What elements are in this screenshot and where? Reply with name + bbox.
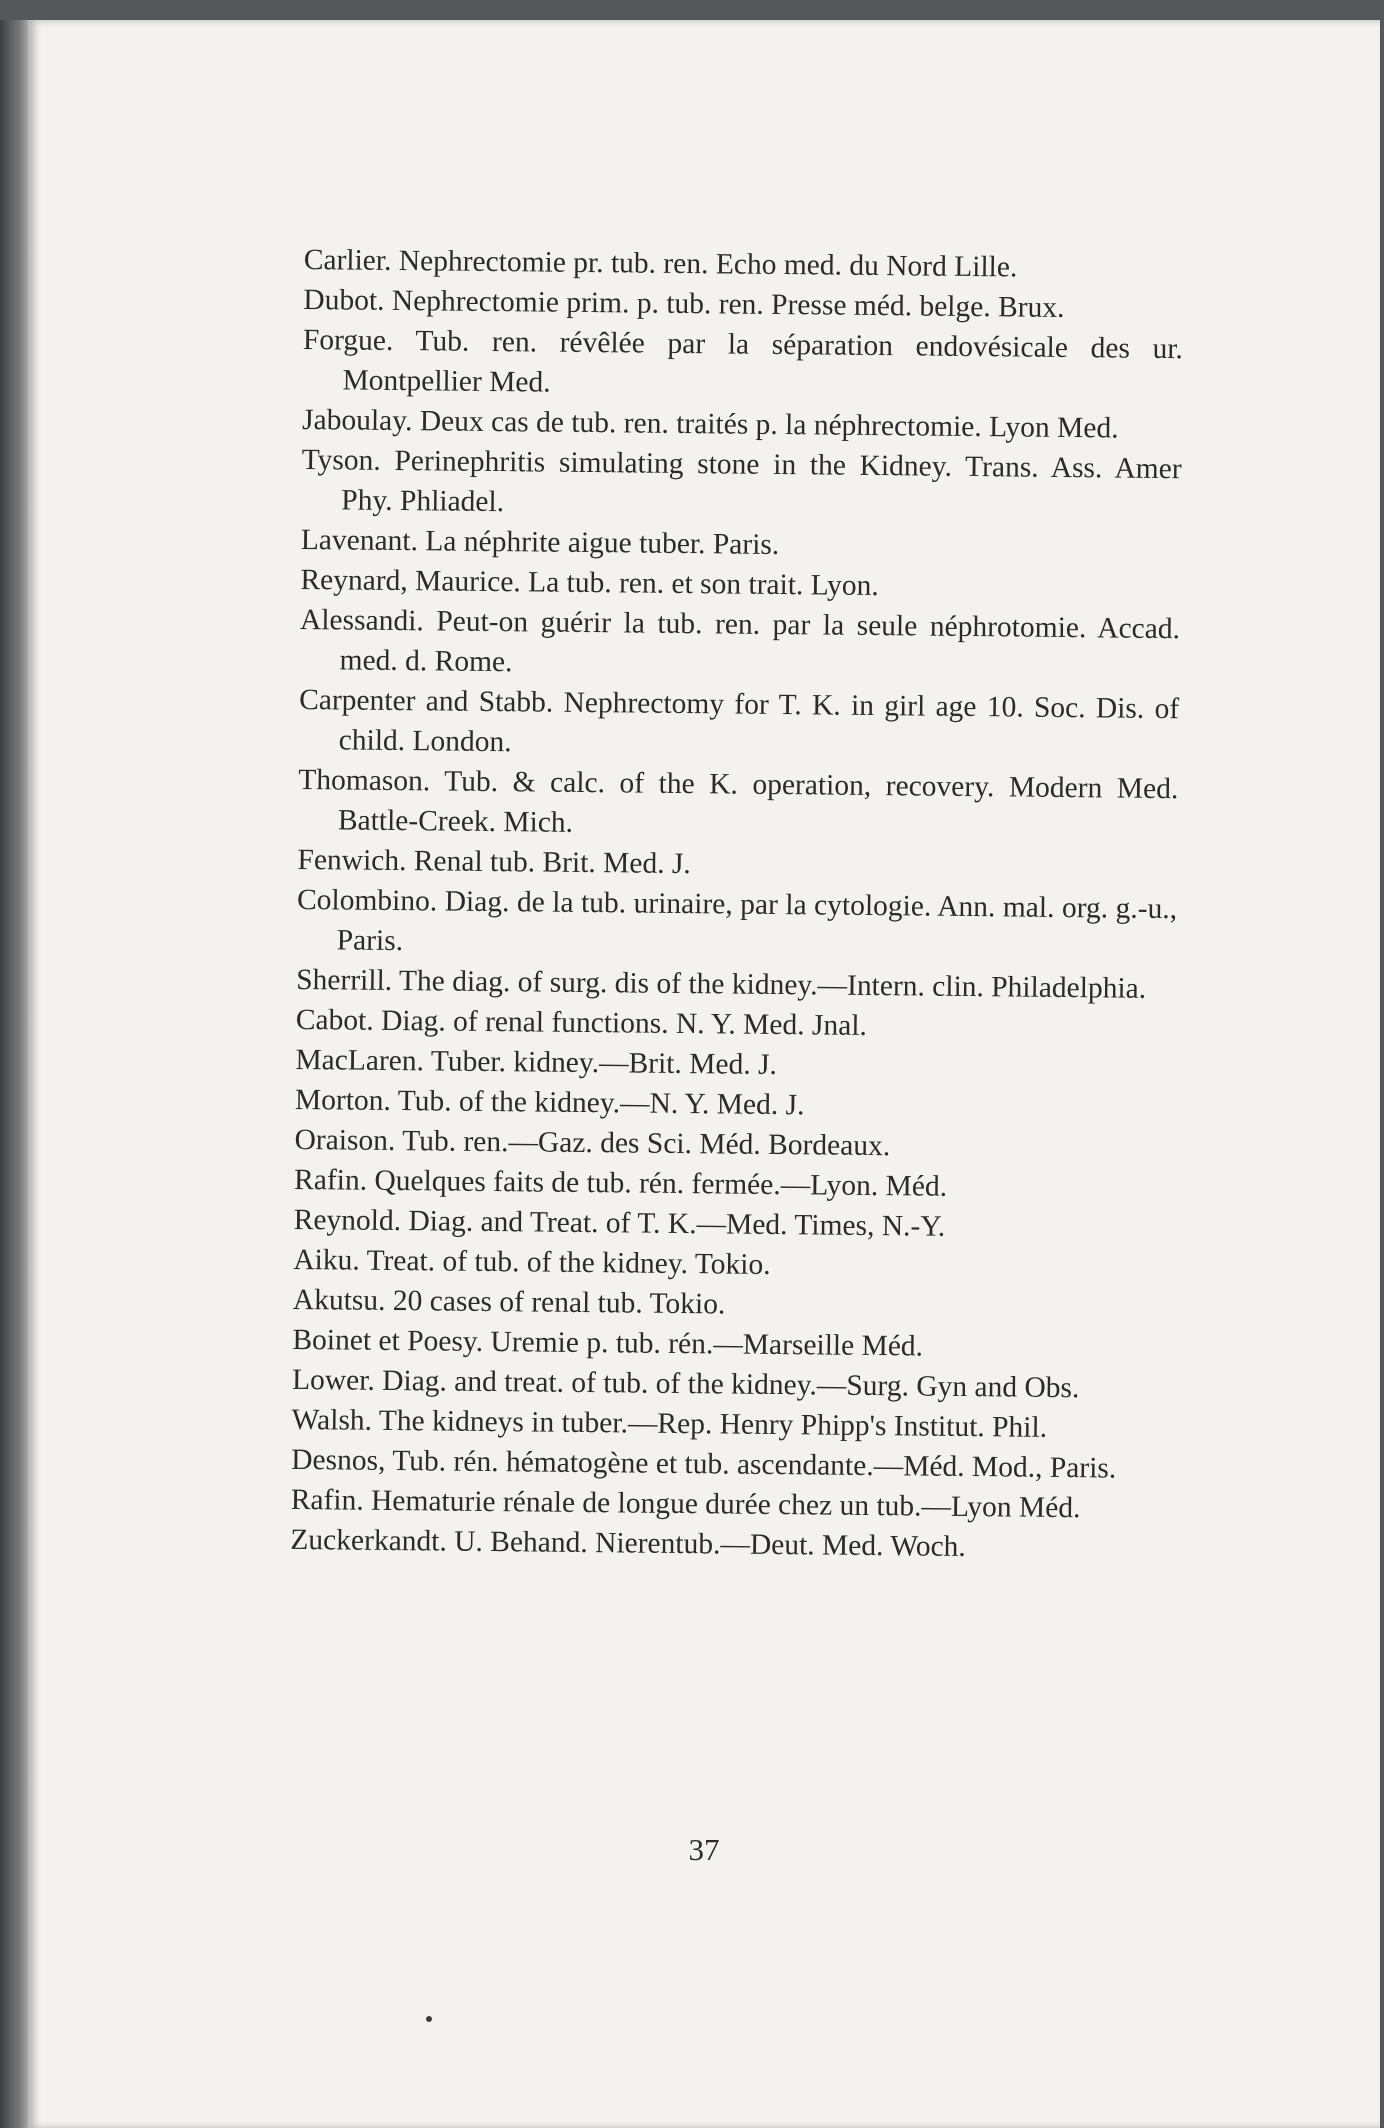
page-number: 37 (688, 1832, 720, 1867)
bibliography-entry: Carpenter and Stabb. Nephrectomy for T. K. in girl age 10. Soc. Dis. of child. London. (299, 683, 1180, 759)
bibliography-entry: Aiku. Treat. of tub. of the kidney. Tokio. (293, 1243, 771, 1281)
bibliography-entry: Fenwich. Renal tub. Brit. Med. J. (297, 843, 691, 881)
bibliography-entry: Reynold. Diag. and Treat. of T. K.—Med. Times, N.-Y. (293, 1203, 946, 1243)
bibliography-entry: Rafin. Quelques faits de tub. rén. fermée.—Lyon. Méd. (293, 1163, 948, 1203)
bibliography-entry: Cabot. Diag. of renal functions. N. Y. Med. Jnal. (295, 1003, 868, 1042)
bibliography-entry: Carlier. Nephrectomie pr. tub. ren. Echo med. du Nord Lille. (303, 243, 1018, 284)
bibliography-entry: Rafin. Hematurie rénale de longue durée chez un tub.—Lyon Méd. (290, 1483, 1081, 1525)
bibliography-entry: Alessandi. Peut-on guérir la tub. ren. par la seule néphrotomie. Accad. med. d. Rome. (299, 603, 1181, 679)
bibliography-entry: Lavenant. La néphrite aigue tuber. Paris. (300, 523, 780, 561)
bibliography-list (290, 240, 1184, 1569)
bibliography-entry: Jaboulay. Deux cas de tub. ren. traités p. la néphrectomie. Lyon Med. (301, 403, 1119, 445)
bibliography-entry: Boinet et Poesy. Uremie p. tub. rén.—Marseille Méd. (292, 1323, 924, 1363)
bibliography-entry: Reynard, Maurice. La tub. ren. et son trait. Lyon. (300, 563, 879, 603)
bibliography-entry: Colombino. Diag. de la tub. urinaire, par la cytologie. Ann. mal. org. g.-u., Paris. (296, 883, 1178, 958)
bibliography-entry: MacLaren. Tuber. kidney.—Brit. Med. J. (295, 1043, 778, 1081)
document-page (28, 20, 1380, 2128)
bibliography-entry: Morton. Tub. of the kidney.—N. Y. Med. J. (294, 1083, 805, 1122)
bibliography-entry: Akutsu. 20 cases of renal tub. Tokio. (292, 1283, 726, 1321)
bibliography-entry: Forgue. Tub. ren. révêlée par la séparation endovésicale des ur. Montpellier Med. (302, 323, 1184, 399)
bibliography-entry: Zuckerkandt. U. Behand. Nierentub.—Deut. Med. Woch. (290, 1523, 966, 1564)
bibliography-entry: Sherrill. The diag. of surg. dis of the kidney.—Intern. clin. Philadelphia. (296, 963, 1147, 1005)
bibliography-entry: Tyson. Perinephritis simulating stone in the Kidney. Trans. Ass. Amer Phy. Phliadel. (301, 443, 1182, 519)
bibliography-entry: Walsh. The kidneys in tuber.—Rep. Henry Phipp's Institut. Phil. (291, 1403, 1048, 1444)
ink-speck (426, 2016, 432, 2022)
bibliography-entry: Lower. Diag. and treat. of tub. of the kidney.—Surg. Gyn and Obs. (291, 1363, 1080, 1405)
bibliography-entry: Thomason. Tub. & calc. of the K. operation, recovery. Modern Med. Battle-Creek. Mich. (298, 763, 1179, 839)
bibliography-entry: Desnos, Tub. rén. hématogène et tub. ascendante.—Méd. Mod., Paris. (291, 1443, 1117, 1485)
bibliography-entry: Oraison. Tub. ren.—Gaz. des Sci. Méd. Bordeaux. (294, 1123, 891, 1163)
bibliography-entry: Dubot. Nephrectomie prim. p. tub. ren. Presse méd. belge. Brux. (303, 283, 1065, 324)
